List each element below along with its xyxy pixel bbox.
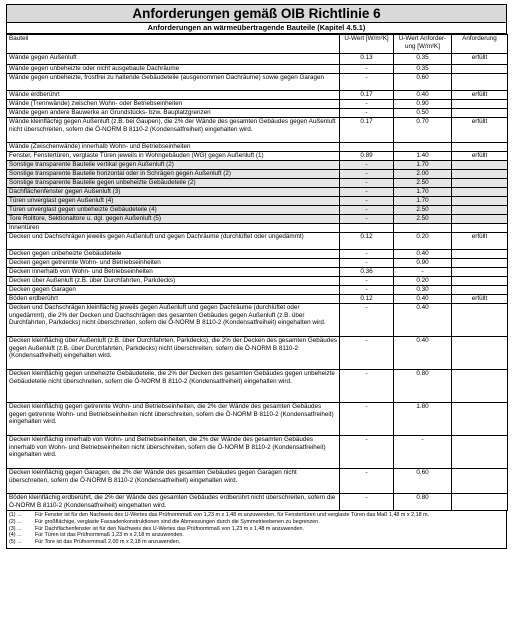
- cell-u-wert: 0.17: [340, 118, 394, 143]
- document-title: Anforderungen gemäß OIB Richtlinie 6: [6, 4, 507, 23]
- cell-u-wert: -: [340, 250, 394, 259]
- cell-u-wert: -: [340, 277, 394, 286]
- cell-u-wert: -: [340, 197, 394, 206]
- cell-bauteil: Wände (Trennwände) zwischen Wohn- oder Betriebseinheiten: [7, 100, 340, 109]
- cell-u-wert-anforderung: 1.70: [394, 188, 452, 197]
- cell-anforderung: [452, 259, 508, 268]
- cell-u-wert-anforderung: 0.40: [394, 295, 452, 304]
- cell-bauteil: Decken und Dachschrägen jeweils gegen Außenluft und gegen Dachräume (durchlüftet oder ungedämmt): [7, 233, 340, 250]
- cell-u-wert: -: [340, 494, 394, 511]
- cell-bauteil: Tore Rolltore, Sektionaltore u. dgl. gegen Außenluft (5): [7, 215, 340, 224]
- cell-u-wert-anforderung: 0.80: [394, 370, 452, 403]
- table-row: [7, 161, 508, 170]
- cell-u-wert: -: [340, 259, 394, 268]
- cell-bauteil: Decken gegen getrennte Wohn- und Betriebseinheiten: [7, 259, 340, 268]
- table-row: [7, 403, 508, 436]
- footnote-number: (4) ...: [9, 532, 22, 539]
- cell-u-wert-anforderung: 2.50: [394, 179, 452, 188]
- cell-bauteil: Decken und Dachschrägen kleinflächig jeweils gegen Außenluft und gegen Dachräume (durchlüftet oder ungedämmt), die 2% der Decken und Dachschrägen des gesamten Gebäudes gegen Außenluft (z.B. über Durchfahrten, Parkdecks) nicht überschreiten, sofern die Ö-NORM B 8110-2 (Kondensatfreiheit) eingehalten wird.: [7, 304, 340, 337]
- footnote-number: (2) ...: [9, 518, 22, 525]
- table-row: [7, 118, 508, 143]
- cell-bauteil: Wände erdberührt: [7, 91, 340, 100]
- table-row: [7, 250, 508, 259]
- cell-anforderung: [452, 161, 508, 170]
- cell-u-wert-anforderung: 0.90: [394, 100, 452, 109]
- cell-anforderung: [452, 74, 508, 91]
- cell-u-wert: -: [340, 286, 394, 295]
- cell-u-wert: -: [340, 100, 394, 109]
- cell-u-wert-anforderung: 0.40: [394, 337, 452, 370]
- cell-u-wert-anforderung: 2.50: [394, 206, 452, 215]
- table-row: [7, 54, 508, 65]
- cell-bauteil: Decken kleinflächig innerhalb von Wohn- und Betriebseinheiten, die 2% der Wände des gesamten Gebäudes innerhalb von Wohn- und Betriebseinheiten nicht überschreiten, sofern die Ö-NORM B 8110-2 (Kondensatfreiheit) eingehalten wird.: [7, 436, 340, 469]
- footnote-text: Für Dachflächenfenster ist für den Nachweis des U-Wertes das Prüfnormmaß von 1,23 m x 1,48 m anzuwenden.: [35, 525, 304, 532]
- header-u-wert-anforderung: U-Wert Anforder-ung [W/m²K]: [394, 35, 452, 54]
- cell-bauteil: Fenster, Fenstertüren, verglaste Türen jeweils in Wohngebäuden (WG) gegen Außenluft (1): [7, 152, 340, 161]
- cell-anforderung: [452, 170, 508, 179]
- table-row: [7, 215, 508, 224]
- cell-u-wert: -: [340, 206, 394, 215]
- cell-u-wert: 0.17: [340, 91, 394, 100]
- cell-bauteil: Decken kleinflächig über Außenluft (z.B. über Durchfahrten, Parkdecks), die 2% der Decken des gesamten Gebäudes gegen Außenluft (z.B. über Durchfahrten, Parkdecks) nicht überschreiten, sofern die Ö-NORM B 8110-2 (Kondensatfreiheit) eingehalten wird.: [7, 337, 340, 370]
- cell-bauteil: Decken innerhalb von Wohn- und Betriebseinheiten: [7, 268, 340, 277]
- footnote-text: Für Fenster ist für den Nachweis des U-Wertes das Prüfnormmaß von 1,23 m x 1,48 m anzuwenden, für Fenstertüren und verglaste Türen das Maß 1,48 m x 2,18 m.: [35, 512, 430, 518]
- cell-anforderung: [452, 179, 508, 188]
- cell-anforderung: [452, 268, 508, 277]
- cell-u-wert: [340, 143, 394, 152]
- cell-anforderung: [452, 109, 508, 118]
- cell-bauteil: Decken kleinflächig gegen Garagen, die 2% der Wände des gesamten Gebäudes gegen Garagen nicht überschreiten, sofern die Ö-NORM B 8110-2 (Kondensatfreiheit) eingehalten wird.: [7, 469, 340, 494]
- cell-u-wert-anforderung: 0.50: [394, 109, 452, 118]
- table-row: [7, 295, 508, 304]
- cell-u-wert: [340, 224, 394, 233]
- cell-u-wert: -: [340, 215, 394, 224]
- table-row: [7, 179, 508, 188]
- cell-u-wert-anforderung: 1.70: [394, 197, 452, 206]
- table-row: [7, 277, 508, 286]
- cell-bauteil: Dachflächenfenster gegen Außenluft (3): [7, 188, 340, 197]
- footnote: [9, 519, 504, 526]
- cell-bauteil: Türen unverglast gegen unbeheizte Gebäudeteile (4): [7, 206, 340, 215]
- cell-u-wert-anforderung: 0.30: [394, 286, 452, 295]
- table-row: [7, 224, 508, 233]
- cell-anforderung: [452, 143, 508, 152]
- table-body: [7, 54, 508, 511]
- cell-bauteil: Wände (Zwischenwände) innerhalb Wohn- und Betriebseinheiten: [7, 143, 340, 152]
- footnote: [9, 539, 504, 546]
- cell-u-wert-anforderung: -: [394, 268, 452, 277]
- cell-anforderung: [452, 304, 508, 337]
- footnote-text: Für Tore ist das Prüfnormmaß 2,00 m x 2,18 m anzuwenden.: [35, 539, 181, 546]
- table-row: [7, 197, 508, 206]
- cell-bauteil: Decken gegen Garagen: [7, 286, 340, 295]
- table-row: [7, 74, 508, 91]
- table-row: [7, 91, 508, 100]
- cell-u-wert-anforderung: 0.35: [394, 65, 452, 74]
- cell-u-wert-anforderung: 1.70: [394, 161, 452, 170]
- cell-u-wert-anforderung: 2.50: [394, 215, 452, 224]
- cell-u-wert: 0.12: [340, 233, 394, 250]
- cell-bauteil: Decken kleinflächig gegen unbeheizte Gebäudeteile, die 2% der Decken des gesamten Gebäudes gegen unbeheizte Gebäudeteile nicht überschreiten, sofern die Ö-NORM B 8110-2 (Kondensatfreiheit) eingehalten wird.: [7, 370, 340, 403]
- cell-bauteil: Böden kleinflächig erdberührt, die 2% der Wände des gesamten Gebäudes erdberührt nicht überschreiten, sofern die Ö-NORM B 8110-2 (Kondensatfreiheit) eingehalten wird.: [7, 494, 340, 511]
- cell-anforderung: [452, 337, 508, 370]
- cell-u-wert: -: [340, 65, 394, 74]
- cell-u-wert: -: [340, 436, 394, 469]
- cell-u-wert: -: [340, 161, 394, 170]
- cell-u-wert-anforderung: 0.40: [394, 304, 452, 337]
- cell-u-wert-anforderung: 0.20: [394, 233, 452, 250]
- cell-anforderung: [452, 403, 508, 436]
- cell-bauteil: Wände gegen unbeheizte, frostfrei zu haltende Gebäudeteile (ausgenommen Dachräume) sowie gegen Garagen: [7, 74, 340, 91]
- cell-bauteil: Sonstige transparente Bauteile horizontal oder in Schrägen gegen Außenluft (2): [7, 170, 340, 179]
- footnote-number: (3) ...: [9, 525, 22, 532]
- cell-anforderung: erfüllt: [452, 152, 508, 161]
- cell-u-wert-anforderung: 1.80: [394, 403, 452, 436]
- cell-u-wert: -: [340, 403, 394, 436]
- cell-bauteil: Wände kleinflächig gegen Außenluft (z.B. bei Gaupen), die 2% der Wände des gesamten Gebäudes gegen Außenluft nicht überschreiten, sofern die Ö-NORM B 8110-2 (Kondensatfreiheit) eingehalten wird.: [7, 118, 340, 143]
- cell-bauteil: Sonstige transparente Bauteile vertikal gegen Außenluft (2): [7, 161, 340, 170]
- table-row: [7, 65, 508, 74]
- cell-anforderung: erfüllt: [452, 233, 508, 250]
- cell-bauteil: Wände gegen Außenluft: [7, 54, 340, 65]
- cell-u-wert: -: [340, 304, 394, 337]
- cell-anforderung: erfüllt: [452, 91, 508, 100]
- cell-anforderung: erfüllt: [452, 54, 508, 65]
- table-row: [7, 152, 508, 161]
- footnote-text: Für Türen ist das Prüfnormmaß 1,23 m x 2,18 m anzuwenden.: [35, 532, 184, 539]
- cell-u-wert-anforderung: 0.70: [394, 118, 452, 143]
- cell-u-wert-anforderung: 1.40: [394, 152, 452, 161]
- cell-bauteil: Türen unverglast gegen Außenluft (4): [7, 197, 340, 206]
- cell-u-wert-anforderung: 0.80: [394, 494, 452, 511]
- cell-u-wert: -: [340, 469, 394, 494]
- cell-anforderung: [452, 188, 508, 197]
- table-row: [7, 268, 508, 277]
- cell-u-wert: -: [340, 74, 394, 91]
- cell-bauteil: Decken über Außenluft (z.B. über Durchfahrten, Parkdecks): [7, 277, 340, 286]
- cell-u-wert: -: [340, 109, 394, 118]
- cell-u-wert-anforderung: -: [394, 436, 452, 469]
- table-row: [7, 188, 508, 197]
- cell-u-wert-anforderung: 0.90: [394, 259, 452, 268]
- document-subtitle: Anforderungen an wärmeübertragende Bauteile (Kapitel 4.5.1): [6, 23, 507, 34]
- footnote-number: (1) ...: [9, 512, 22, 518]
- cell-anforderung: [452, 277, 508, 286]
- requirements-document: [6, 4, 507, 549]
- header-u-wert: U-Wert [W/m²K]: [340, 35, 394, 54]
- cell-anforderung: [452, 436, 508, 469]
- footnote: [9, 512, 504, 519]
- cell-u-wert: 0.12: [340, 295, 394, 304]
- cell-bauteil: Innentüren: [7, 224, 340, 233]
- cell-anforderung: [452, 286, 508, 295]
- table-row: [7, 304, 508, 337]
- cell-anforderung: [452, 224, 508, 233]
- cell-u-wert: 0.36: [340, 268, 394, 277]
- table-row: [7, 109, 508, 118]
- cell-anforderung: [452, 494, 508, 511]
- cell-anforderung: [452, 250, 508, 259]
- table-row: [7, 494, 508, 511]
- footnote-text: Für großflächige, verglaste Fassadenkonstruktionen sind die Abmessungen durch die Symmetrieebenen zu begrenzen.: [35, 518, 320, 525]
- cell-anforderung: erfüllt: [452, 118, 508, 143]
- cell-bauteil: Wände gegen unbeheizte oder nicht ausgebaute Dachräume: [7, 65, 340, 74]
- cell-u-wert-anforderung: 0.20: [394, 277, 452, 286]
- cell-u-wert-anforderung: [394, 224, 452, 233]
- requirements-table: [6, 34, 508, 511]
- cell-bauteil: Sonstige transparente Bauteile gegen unbeheizte Gebäudeteile (2): [7, 179, 340, 188]
- cell-bauteil: Decken kleinflächig gegen getrennte Wohn- und Betriebseinheiten, die 2% der Wände des gesamten Gebäudes gegen getrennte Wohn- und Betriebseinheiten nicht überschreiten, sofern die Ö-NORM B 8110-2 (Kondensatfreiheit) eingehalten wird.: [7, 403, 340, 436]
- cell-u-wert-anforderung: [394, 143, 452, 152]
- footnotes: [6, 511, 507, 549]
- cell-u-wert: 0.89: [340, 152, 394, 161]
- header-bauteil: Bauteil: [7, 35, 340, 54]
- cell-u-wert: -: [340, 179, 394, 188]
- cell-u-wert-anforderung: 0.40: [394, 91, 452, 100]
- cell-bauteil: Böden erdberührt: [7, 295, 340, 304]
- table-row: [7, 370, 508, 403]
- table-row: [7, 100, 508, 109]
- cell-bauteil: Decken gegen unbeheizte Gebäudeteile: [7, 250, 340, 259]
- footnote: [9, 532, 504, 539]
- cell-anforderung: [452, 197, 508, 206]
- cell-u-wert-anforderung: 0.60: [394, 74, 452, 91]
- footnote: [9, 526, 504, 533]
- cell-u-wert: 0.13: [340, 54, 394, 65]
- table-row: [7, 286, 508, 295]
- cell-anforderung: [452, 100, 508, 109]
- cell-anforderung: [452, 206, 508, 215]
- table-row: [7, 259, 508, 268]
- table-row: [7, 170, 508, 179]
- cell-u-wert: -: [340, 170, 394, 179]
- header-anforderung: Anforderung: [452, 35, 508, 54]
- table-row: [7, 143, 508, 152]
- footnote-number: (5) ...: [9, 539, 22, 546]
- cell-u-wert-anforderung: 0.35: [394, 54, 452, 65]
- cell-u-wert: -: [340, 337, 394, 370]
- cell-anforderung: [452, 65, 508, 74]
- cell-u-wert-anforderung: 0.40: [394, 250, 452, 259]
- table-row: [7, 337, 508, 370]
- cell-u-wert-anforderung: 2.00: [394, 170, 452, 179]
- table-row: [7, 233, 508, 250]
- cell-u-wert: -: [340, 188, 394, 197]
- cell-anforderung: [452, 469, 508, 494]
- table-row: [7, 206, 508, 215]
- cell-anforderung: erfüllt: [452, 295, 508, 304]
- cell-anforderung: [452, 370, 508, 403]
- table-row: [7, 469, 508, 494]
- cell-u-wert: -: [340, 370, 394, 403]
- cell-u-wert-anforderung: 0.60: [394, 469, 452, 494]
- cell-bauteil: Wände gegen andere Bauwerke an Grundstücks- bzw. Bauplatzgrenzen: [7, 109, 340, 118]
- table-row: [7, 436, 508, 469]
- cell-anforderung: [452, 215, 508, 224]
